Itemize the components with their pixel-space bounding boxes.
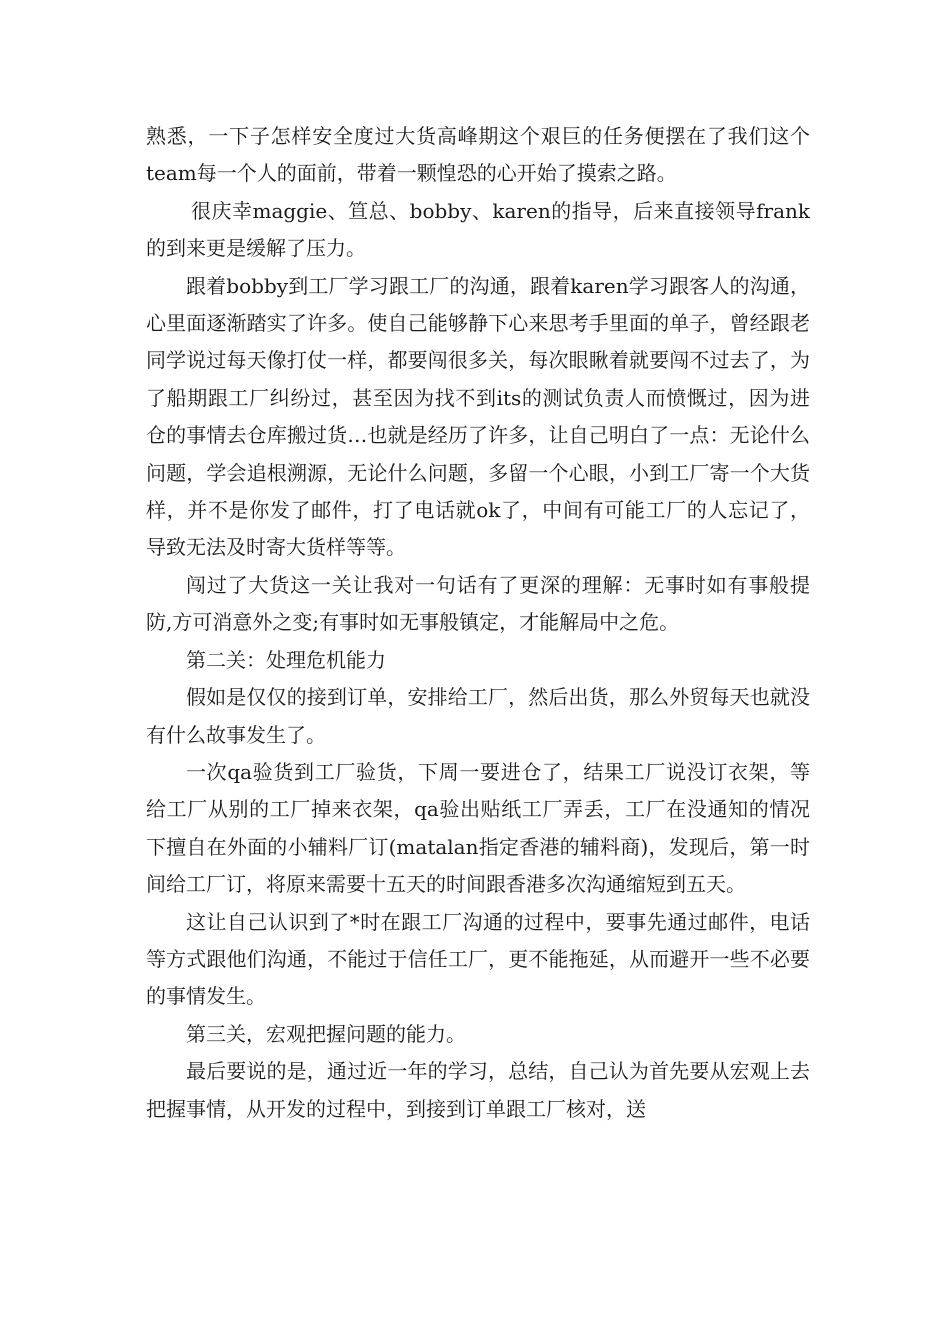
heading-third-stage: 第三关，宏观把握问题的能力。 (186, 1021, 466, 1046)
paragraph-crisis-intro: 假如是仅仅的接到订单，安排给工厂，然后出货，那么外贸每天也就没有什么故事发生了。 (146, 685, 810, 747)
paragraph-qa-incident: 一次qa验货到工厂验货，下周一要进仓了，结果工厂说没订衣架，等给工厂从别的工厂掉来衣架，qa验出贴纸工厂弄丢，工厂在没通知的情况下擅自在外面的小辅料厂订(matalan指定香港的辅料商)，发现后，第一时间给工厂订，将原来需要十五天的时间跟香港多次沟通缩短到五天。 (146, 759, 810, 897)
paragraph-continued-intro: 熟悉，一下子怎样安全度过大货高峰期这个艰巨的任务便摆在了我们这个team每一个人的面前，带着一颗惶恐的心开始了摸索之路。 (146, 124, 810, 186)
paragraph-crisis-lesson: 这让自己认识到了*时在跟工厂沟通的过程中，要事先通过邮件，电话等方式跟他们沟通，不能过于信任工厂，更不能拖延，从而避开一些不必要的事情发生。 (146, 909, 810, 1009)
document-body (146, 118, 810, 1128)
paragraph-bulk-lesson: 闯过了大货这一关让我对一句话有了更深的理解：无事时如有事般提防,方可消意外之变;有事时如无事般镇定，才能解局中之危。 (146, 572, 810, 635)
paragraph-learning-communication: 跟着bobby到工厂学习跟工厂的沟通，跟着karen学习跟客人的沟通，心里面逐渐踏实了许多。使自己能够静下心来思考手里面的单子，曾经跟老同学说过每天像打仗一样，都要闯很多关，每次眼瞅着就要闯不过去了，为了船期跟工厂纠纷过，甚至因为找不到its的测试负责人而愤慨过，因为进仓的事情去仓库搬过货…也就是经历了许多，让自己明白了一点：无论什么问题，学会追根溯源，无论什么问题，多留一个心眼，小到工厂寄一个大货样，并不是你发了邮件，打了电话就ok了，中间有可能工厂的人忘记了，导致无法及时寄大货样等等。 (146, 273, 810, 560)
heading-second-stage: 第二关：处理危机能力 (186, 647, 386, 672)
paragraph-mentors: 很庆幸maggie、笪总、bobby、karen的指导，后来直接领导frank的到来更是缓解了压力。 (146, 198, 810, 261)
paragraph-macro-view: 最后要说的是，通过近一年的学习，总结，自己认为首先要从宏观上去把握事情，从开发的过程中，到接到订单跟工厂核对，送 (146, 1059, 810, 1121)
